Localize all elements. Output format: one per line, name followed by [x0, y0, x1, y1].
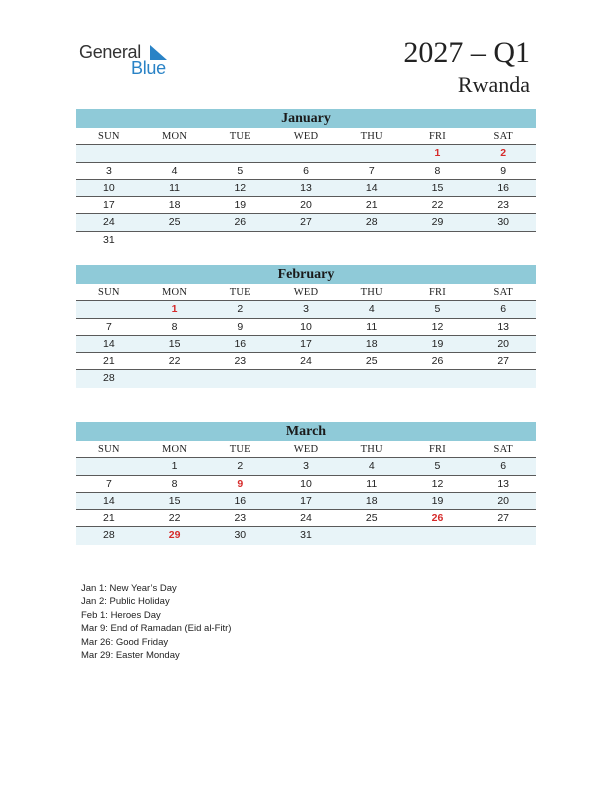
day-cell: 24 [300, 512, 312, 525]
empty-day-cell [142, 232, 208, 249]
day-cell: 14 [103, 337, 115, 350]
day-cell: 30 [497, 216, 510, 229]
week-row [76, 197, 536, 214]
holiday-day-cell: 1 [434, 147, 441, 160]
holiday-note: Mar 9: End of Ramadan (Eid al-Fitr) [81, 623, 232, 635]
week-row [76, 301, 536, 318]
week-row [76, 458, 536, 475]
day-cell: 4 [368, 303, 375, 316]
weekday-header-row [76, 128, 536, 145]
empty-day-cell [207, 145, 273, 161]
weekday-label: TUE [229, 131, 251, 142]
empty-day-cell [273, 370, 339, 387]
day-cell: 8 [171, 320, 178, 333]
day-cell: 31 [103, 233, 115, 246]
day-cell: 21 [365, 199, 378, 212]
day-cell: 6 [500, 303, 507, 316]
day-cell: 7 [368, 164, 375, 177]
day-cell: 8 [434, 164, 441, 177]
day-cell: 20 [300, 199, 312, 212]
day-cell: 21 [103, 512, 115, 525]
holiday-note: Jan 2: Public Holiday [81, 596, 170, 608]
day-cell: 4 [171, 164, 178, 177]
day-cell: 23 [234, 512, 247, 525]
empty-day-cell [470, 370, 536, 387]
day-cell: 15 [431, 181, 444, 194]
day-cell: 25 [365, 512, 378, 525]
weekday-label: SUN [98, 287, 120, 298]
holiday-note: Jan 1: New Year’s Day [81, 583, 177, 594]
weekday-label: TUE [229, 287, 251, 298]
empty-day-cell [142, 370, 208, 387]
empty-day-cell [207, 232, 273, 249]
week-row [76, 232, 536, 249]
day-cell: 12 [431, 477, 444, 490]
holiday-day-cell: 2 [500, 147, 507, 160]
weekday-header-row [76, 441, 536, 458]
weekday-label: MON [162, 287, 188, 298]
day-cell: 29 [431, 216, 444, 229]
month-title: January [76, 109, 536, 128]
holiday-note: Mar 26: Good Friday [81, 636, 169, 648]
page-title: 2027 – Q1 [403, 36, 530, 69]
weekday-label: MON [162, 444, 188, 455]
day-cell: 14 [103, 494, 115, 507]
week-row [76, 493, 536, 510]
holiday-day-cell: 1 [171, 303, 178, 316]
day-cell: 27 [300, 216, 312, 229]
day-cell: 24 [300, 355, 312, 368]
day-cell: 21 [103, 355, 115, 368]
day-cell: 12 [431, 320, 444, 333]
day-cell: 4 [368, 460, 375, 473]
weekday-label: WED [293, 444, 319, 455]
empty-day-cell [339, 370, 405, 387]
month-february [76, 265, 536, 388]
day-cell: 9 [237, 320, 244, 333]
logo-word-blue: Blue [131, 58, 166, 78]
day-cell: 20 [497, 494, 510, 507]
day-cell: 16 [497, 181, 510, 194]
day-cell: 13 [497, 477, 510, 490]
day-cell: 25 [365, 355, 378, 368]
empty-day-cell [339, 145, 405, 161]
day-cell: 1 [171, 460, 178, 473]
day-cell: 28 [365, 216, 378, 229]
day-cell: 10 [300, 477, 312, 490]
day-cell: 19 [431, 337, 444, 350]
empty-day-cell [273, 145, 339, 161]
month-january [76, 109, 536, 249]
month-march [76, 422, 536, 545]
day-cell: 18 [365, 494, 378, 507]
day-cell: 23 [234, 355, 247, 368]
day-cell: 15 [168, 337, 181, 350]
day-cell: 27 [497, 355, 510, 368]
day-cell: 28 [103, 372, 115, 385]
weekday-header-row [76, 284, 536, 301]
weekday-label: TUE [229, 444, 251, 455]
day-cell: 31 [300, 529, 312, 542]
empty-day-cell [76, 301, 142, 317]
day-cell: 28 [103, 529, 115, 542]
weekday-label: THU [360, 131, 383, 142]
empty-day-cell [207, 370, 273, 387]
day-cell: 14 [365, 181, 378, 194]
day-cell: 22 [168, 512, 181, 525]
week-row [76, 353, 536, 370]
day-cell: 20 [497, 337, 510, 350]
day-cell: 19 [234, 199, 247, 212]
empty-day-cell [339, 232, 405, 249]
day-cell: 17 [300, 494, 312, 507]
week-row [76, 214, 536, 231]
day-cell: 27 [497, 512, 510, 525]
holiday-note: Feb 1: Heroes Day [81, 609, 161, 621]
weekday-label: SAT [493, 287, 513, 298]
day-cell: 6 [303, 164, 309, 177]
day-cell: 16 [234, 337, 247, 350]
day-cell: 8 [171, 477, 178, 490]
week-row [76, 510, 536, 527]
day-cell: 12 [234, 181, 247, 194]
week-row [76, 527, 536, 544]
week-row [76, 336, 536, 353]
holiday-notes [81, 582, 231, 662]
day-cell: 10 [103, 181, 115, 194]
day-cell: 13 [300, 181, 312, 194]
day-cell: 2 [237, 303, 244, 316]
weekday-label: SAT [493, 131, 513, 142]
day-cell: 10 [300, 320, 312, 333]
day-cell: 11 [366, 477, 378, 490]
empty-day-cell [470, 527, 536, 544]
day-cell: 11 [366, 320, 378, 333]
day-cell: 18 [168, 199, 181, 212]
day-cell: 7 [105, 477, 112, 490]
day-cell: 17 [300, 337, 312, 350]
weekday-label: THU [360, 444, 383, 455]
week-row [76, 370, 536, 387]
day-cell: 9 [500, 164, 507, 177]
day-cell: 30 [234, 529, 247, 542]
weekday-label: WED [293, 287, 319, 298]
day-cell: 16 [234, 494, 247, 507]
weekday-label: THU [360, 287, 383, 298]
day-cell: 5 [434, 460, 441, 473]
holiday-day-cell: 29 [168, 529, 181, 542]
week-row [76, 180, 536, 197]
empty-day-cell [76, 458, 142, 474]
holiday-note: Mar 29: Easter Monday [81, 650, 180, 662]
brand-logo [79, 42, 179, 78]
day-cell: 22 [168, 355, 181, 368]
day-cell: 26 [234, 216, 247, 229]
weekday-label: FRI [428, 444, 446, 455]
month-title: March [76, 422, 536, 441]
day-cell: 15 [168, 494, 181, 507]
day-cell: 3 [303, 460, 309, 473]
day-cell: 5 [434, 303, 441, 316]
empty-day-cell [405, 232, 471, 249]
weekday-label: FRI [428, 287, 446, 298]
empty-day-cell [76, 145, 142, 161]
day-cell: 3 [105, 164, 112, 177]
day-cell: 7 [105, 320, 112, 333]
weekday-label: FRI [428, 131, 446, 142]
day-cell: 6 [500, 460, 507, 473]
day-cell: 23 [497, 199, 510, 212]
week-row [76, 476, 536, 493]
day-cell: 2 [237, 460, 244, 473]
day-cell: 3 [303, 303, 309, 316]
weekday-label: SUN [98, 444, 120, 455]
holiday-day-cell: 9 [237, 477, 244, 490]
day-cell: 19 [431, 494, 444, 507]
empty-day-cell [339, 527, 405, 544]
month-title: February [76, 265, 536, 284]
day-cell: 22 [431, 199, 444, 212]
week-row [76, 163, 536, 180]
holiday-day-cell: 26 [431, 512, 444, 525]
day-cell: 26 [431, 355, 444, 368]
day-cell: 5 [237, 164, 244, 177]
day-cell: 13 [497, 320, 510, 333]
country-name: Rwanda [457, 72, 530, 97]
weekday-label: WED [293, 131, 319, 142]
empty-day-cell [273, 232, 339, 249]
day-cell: 18 [365, 337, 378, 350]
empty-day-cell [405, 527, 471, 544]
day-cell: 11 [169, 181, 181, 194]
empty-day-cell [470, 232, 536, 249]
logo-word-general: General [79, 42, 141, 62]
week-row [76, 145, 536, 162]
weekday-label: SAT [493, 444, 513, 455]
day-cell: 25 [168, 216, 181, 229]
empty-day-cell [405, 370, 471, 387]
day-cell: 24 [103, 216, 115, 229]
weekday-label: SUN [98, 131, 120, 142]
empty-day-cell [142, 145, 208, 161]
day-cell: 17 [103, 199, 115, 212]
weekday-label: MON [162, 131, 188, 142]
week-row [76, 319, 536, 336]
